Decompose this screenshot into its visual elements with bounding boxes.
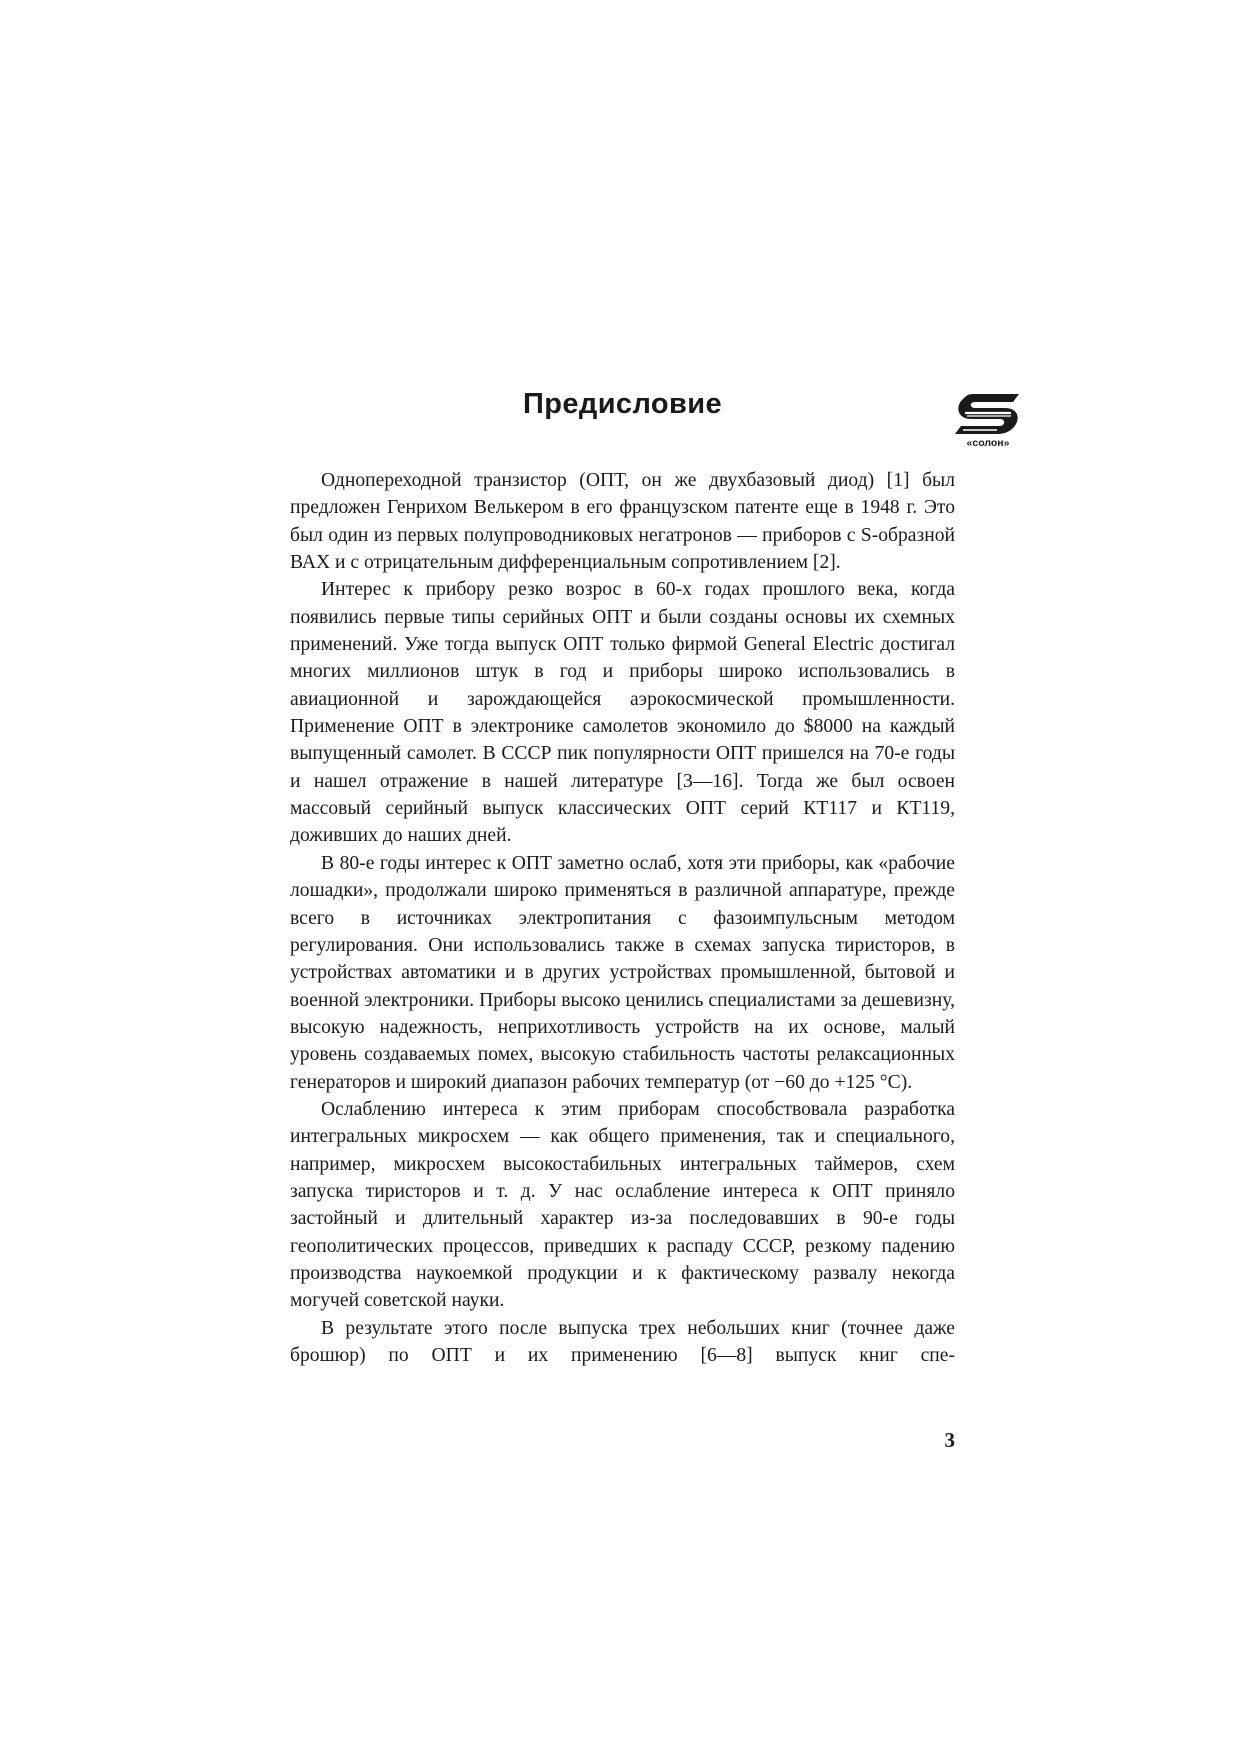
publisher-logo-text: «солон»: [966, 437, 1010, 449]
paragraph: В 80-е годы интерес к ОПТ заметно ослаб, хотя эти приборы, как «рабочие лошадки», продолжали широко применяться в различной аппаратуре, прежде всего в источниках электропитания с фазоимпульсным методом регулирования. Они использовались также в схемах запуска тиристоров, в устройствах автоматики и в других устройствах промышленной, бытовой и военной электроники. Приборы высоко ценились специалистами за дешевизну, высокую надежность, неприхотливость устройств на их основе, малый уровень создаваемых помех, высокую стабильность частоты релаксационных генераторов и широкий диапазон рабочих температур (от −60 до +125 °С).: [290, 852, 955, 1093]
publisher-logo: [953, 390, 1023, 450]
page-title: Предисловие: [523, 388, 722, 420]
paragraph: В результате этого после выпуска трех небольших книг (точнее даже брошюр) по ОПТ и их применению [6—8] выпуск книг спе-: [290, 1317, 955, 1366]
page-number: 3: [944, 1428, 955, 1452]
paragraph: Интерес к прибору резко возрос в 60-х годах прошлого века, когда появились первые типы серийных ОПТ и были созданы основы их схемных применений. Уже тогда выпуск ОПТ только фирмой General Electric достигал многих миллионов штук в год и приборы широко использовались в авиационной и зарождающейся аэрокосмической промышленности. Применение ОПТ в электронике самолетов экономило до $8000 на каждый выпущенный самолет. В СССР пик популярности ОПТ пришелся на 70-е годы и нашел отражение в нашей литературе [3—16]. Тогда же был освоен массовый серийный выпуск классических ОПТ серий КТ117 и КТ119, доживших до наших дней.: [290, 579, 955, 847]
preface-body: [290, 467, 955, 1369]
paragraph: Ослаблению интереса к этим приборам способствовала разработка интегральных микросхем — как общего применения, так и специального, например, микросхем высокостабильных интегральных таймеров, схем запуска тиристоров и т. д. У нас ослабление интереса к ОПТ приняло застойный и длительный характер из-за последовавших в 90-е годы геополитических процессов, приведших к распаду СССР, резкому падению производства наукоемкой продукции и к фактическому развалу некогда могучей советской науки.: [290, 1098, 955, 1312]
paragraph: Однопереходной транзистор (ОПТ, он же двухбазовый диод) [1] был предложен Генрихом Велькером в его французском патенте еще в 1948 г. Это был один из первых полупроводниковых негатронов — приборов с S-образной ВАХ и с отрицательным дифференциальным сопротивлением [2].: [290, 470, 955, 574]
solon-s-logo-icon: [953, 390, 1023, 436]
